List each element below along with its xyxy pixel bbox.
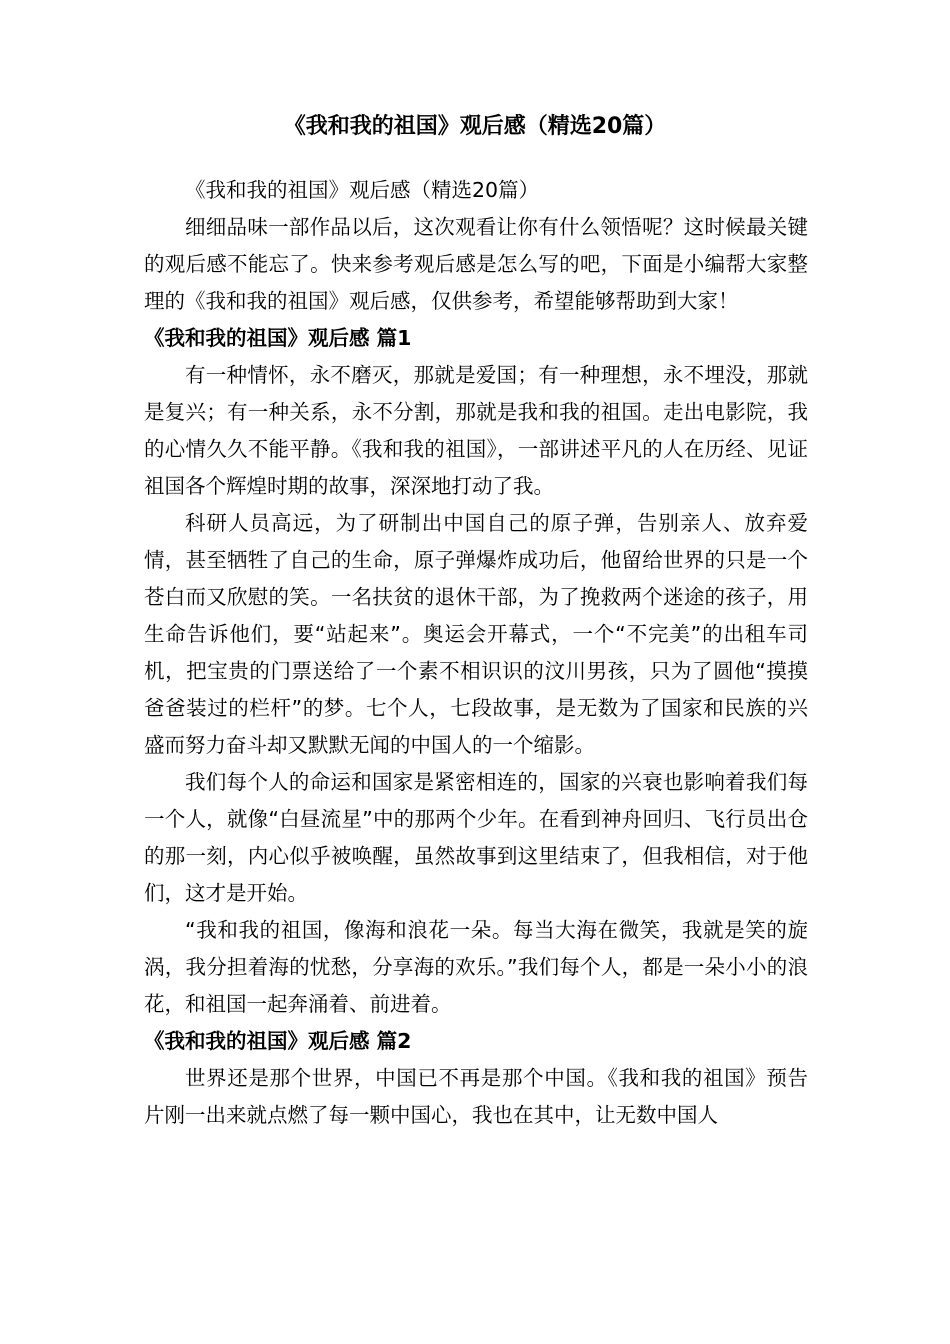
section-heading-1: 《我和我的祖国》观后感 篇1: [144, 326, 412, 350]
section-heading-2: 《我和我的祖国》观后感 篇2: [144, 1029, 412, 1053]
document-subtitle: 《我和我的祖国》观后感（精选20篇）: [185, 178, 540, 202]
document-body: [144, 172, 808, 1134]
section1-paragraph: 有一种情怀，永不磨灭，那就是爱国；有一种理想，永不埋没，那就是复兴；有一种关系，永不分割，那就是我和我的祖国。走出电影院，我的心情久久不能平静。《我和我的祖国》，一部讲述平凡的人在历经、见证祖国各个辉煌时期的故事，深深地打动了我。: [144, 363, 808, 498]
section1-paragraph: “我和我的祖国，像海和浪花一朵。每当大海在微笑，我就是笑的旋涡，我分担着海的忧愁，分享海的欢乐。”我们每个人，都是一朵小小的浪花，和祖国一起奔涌着、前进着。: [144, 918, 808, 1016]
section2-paragraph: 世界还是那个世界，中国已不再是那个中国。《我和我的祖国》预告片刚一出来就点燃了每一颗中国心，我也在其中，让无数中国人: [144, 1066, 808, 1127]
section1-paragraph: 我们每个人的命运和国家是紧密相连的，国家的兴衰也影响着我们每一个人，就像“白昼流星”中的那两个少年。在看到神舟回归、飞行员出仓的那一刻，内心似乎被唤醒，虽然故事到这里结束了，但我相信，对于他们，这才是开始。: [144, 770, 808, 905]
document-title: 《我和我的祖国》观后感（精选20篇）: [283, 114, 667, 139]
section1-paragraph: 科研人员高远，为了研制出中国自己的原子弹，告别亲人、放弃爱情，甚至牺牲了自己的生命，原子弹爆炸成功后，他留给世界的只是一个苍白而又欣慰的笑。一名扶贫的退休干部，为了挽救两个迷途的孩子，用生命告诉他们，要“站起来”。奥运会开幕式，一个“不完美”的出租车司机，把宝贵的门票送给了一个素不相识识的汶川男孩，只为了圆他“摸摸爸爸装过的栏杆”的梦。七个人，七段故事，是无数为了国家和民族的兴盛而努力奋斗却又默默无闻的中国人的一个缩影。: [144, 511, 808, 757]
intro-paragraph: 细细品味一部作品以后，这次观看让你有什么领悟呢？这时候最关键的观后感不能忘了。快来参考观后感是怎么写的吧，下面是小编帮大家整理的《我和我的祖国》观后感，仅供参考，希望能够帮助到大家！: [144, 215, 808, 313]
